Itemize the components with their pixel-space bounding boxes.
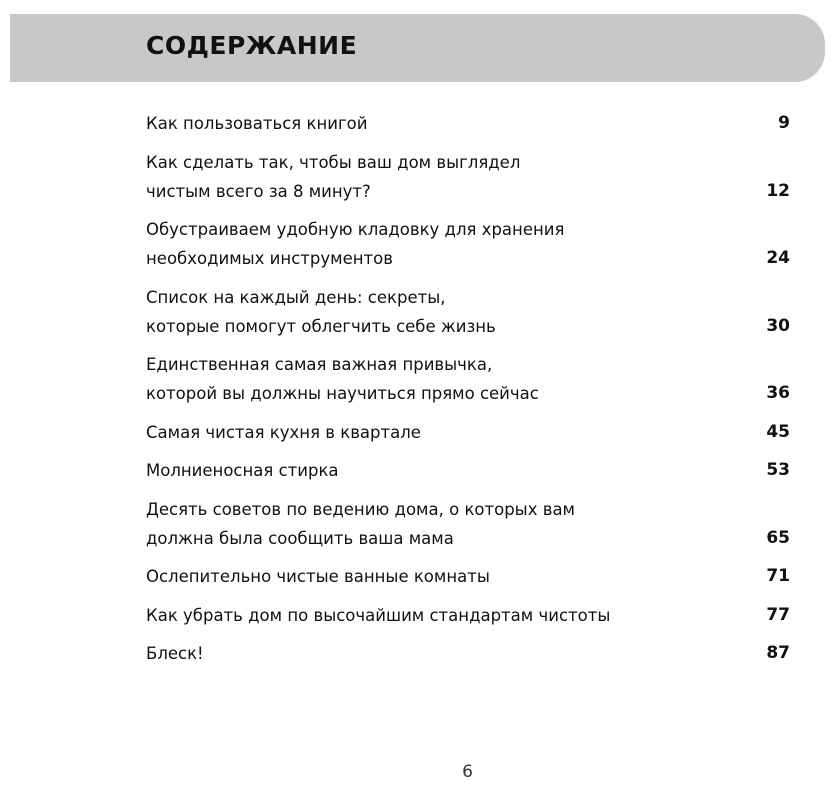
toc-entry-title [146,495,575,553]
page-number: 6 [462,762,473,782]
toc-entry-page: 65 [766,527,790,548]
toc-entry-title [146,418,421,447]
toc-entry-title-line: Как пользоваться книгой [146,114,368,133]
toc-entry[interactable] [146,562,790,591]
page-title: СОДЕРЖАНИЕ [146,31,358,60]
toc-entry-page: 45 [766,421,790,442]
toc-entry-title-line: Как сделать так, чтобы ваш дом выглядел [146,152,521,172]
toc-entry[interactable] [146,148,790,206]
header-band [10,14,825,82]
toc-entry-title-line: Обустраиваем удобную кладовку для хранения [146,220,565,239]
toc-entry-title-line: которой вы должны научиться прямо сейчас [146,384,539,403]
toc-entry-page: 77 [766,604,790,625]
toc-entry[interactable] [146,418,790,447]
toc-entry-title [146,109,367,138]
toc-entry-page: 24 [766,248,790,268]
toc-entry[interactable] [146,215,790,273]
toc-entry-page: 71 [766,566,790,586]
toc-entry-page: 12 [766,180,790,201]
toc-entry-title [146,283,496,341]
toc-entry[interactable] [146,639,790,668]
toc-entry-title [146,148,520,206]
table-of-contents [146,109,790,678]
toc-entry-title-line: Как убрать дом по высочайшим стандартам чистоты [146,605,611,625]
toc-entry-title [146,562,490,591]
toc-entry-page: 36 [766,383,790,403]
toc-entry-title-line: должна была сообщить ваша мама [146,528,454,548]
toc-entry-title-line: Десять советов по ведению дома, о которых вам [146,499,575,519]
toc-entry[interactable] [146,495,790,553]
toc-entry-title [146,215,564,273]
toc-entry-title-line: Список на каждый день: секреты, [146,287,446,307]
toc-entry-title-line: Ослепительно чистые ванные комнаты [146,567,490,586]
toc-entry-page: 30 [766,315,790,336]
toc-entry-title [146,350,539,408]
toc-entry-title-line: необходимых инструментов [146,249,393,268]
toc-entry-page: 53 [766,460,790,480]
toc-entry-title-line: Самая чистая кухня в квартале [146,422,421,442]
toc-entry[interactable] [146,601,790,630]
toc-entry-title-line: чистым всего за 8 минут? [146,181,371,201]
toc-entry-title [146,601,610,630]
toc-entry-title-line: Блеск! [146,644,204,663]
toc-entry-title [146,639,204,668]
toc-entry-title-line: которые помогут облегчить себе жизнь [146,316,496,336]
toc-entry-title-line: Молниеносная стирка [146,461,339,480]
toc-entry[interactable] [146,283,790,341]
toc-entry-page: 87 [766,643,790,663]
toc-entry[interactable] [146,350,790,408]
toc-entry[interactable] [146,109,790,138]
toc-entry-title [146,456,339,485]
toc-entry[interactable] [146,456,790,485]
toc-entry-title-line: Единственная самая важная привычка, [146,355,493,374]
toc-entry-page: 9 [778,113,790,133]
